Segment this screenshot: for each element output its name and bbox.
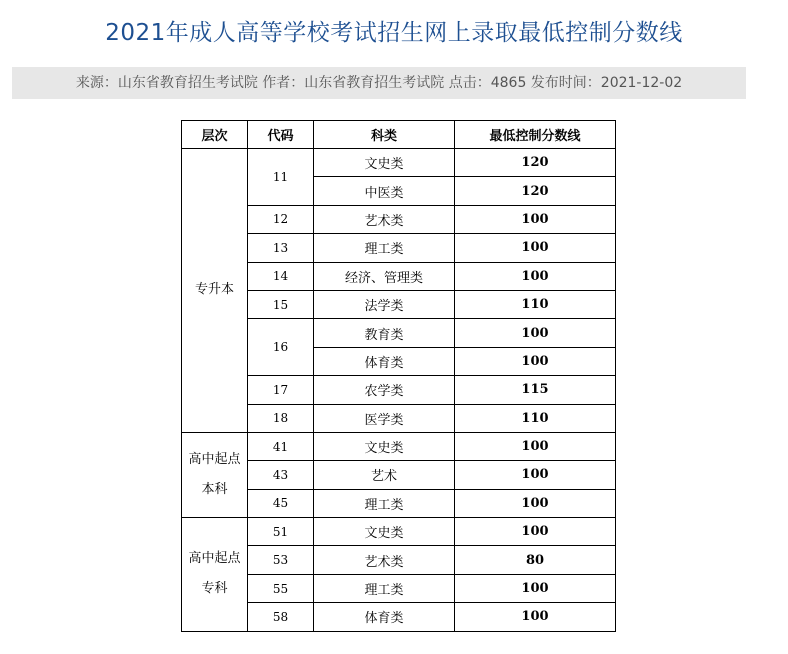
category-cell: 理工类	[314, 234, 455, 262]
min-score-cell: 120	[455, 149, 616, 177]
level-label: 高中起点	[188, 451, 241, 467]
min-score-cell: 100	[455, 234, 616, 262]
min-score-cell: 80	[455, 546, 616, 574]
level-cell	[182, 149, 248, 433]
category-cell: 体育类	[314, 603, 455, 631]
min-score-cell: 100	[455, 489, 616, 517]
min-score-cell: 100	[455, 319, 616, 347]
page-title: 2021年成人高等学校考试招生网上录取最低控制分数线	[105, 20, 683, 46]
table-row	[182, 290, 616, 318]
header-category: 科类	[314, 121, 455, 149]
code-cell: 58	[248, 603, 314, 631]
min-score-cell: 100	[455, 603, 616, 631]
category-cell: 艺术	[314, 461, 455, 489]
header-code: 代码	[248, 121, 314, 149]
min-score-cell: 110	[455, 290, 616, 318]
table-row	[182, 149, 616, 177]
category-cell: 法学类	[314, 290, 455, 318]
level-cell	[182, 432, 248, 517]
table-row	[182, 461, 616, 489]
code-cell: 16	[248, 319, 314, 376]
min-score-cell: 100	[455, 518, 616, 546]
category-cell: 中医类	[314, 177, 455, 205]
category-cell: 医学类	[314, 404, 455, 432]
code-cell: 55	[248, 574, 314, 602]
level-label: 高中起点	[188, 551, 241, 567]
min-score-cell: 100	[455, 262, 616, 290]
table-row	[182, 234, 616, 262]
min-score-cell: 100	[455, 461, 616, 489]
min-score-cell: 100	[455, 205, 616, 233]
category-cell: 教育类	[314, 319, 455, 347]
code-cell: 43	[248, 461, 314, 489]
score-table	[181, 120, 616, 632]
header-level: 层次	[182, 121, 248, 149]
min-score-cell: 110	[455, 404, 616, 432]
level-label: 专科	[201, 581, 228, 597]
category-cell: 理工类	[314, 489, 455, 517]
category-cell: 理工类	[314, 574, 455, 602]
min-score-cell: 100	[455, 432, 616, 460]
code-cell: 53	[248, 546, 314, 574]
level-label: 本科	[201, 481, 228, 497]
code-cell: 12	[248, 205, 314, 233]
table-row	[182, 376, 616, 404]
table-row	[182, 518, 616, 546]
table-row	[182, 262, 616, 290]
code-cell: 15	[248, 290, 314, 318]
category-cell: 文史类	[314, 432, 455, 460]
level-label: 专升本	[194, 282, 234, 298]
min-score-cell: 115	[455, 376, 616, 404]
level-cell	[182, 518, 248, 632]
code-cell: 41	[248, 432, 314, 460]
table-row	[182, 603, 616, 631]
code-cell: 11	[248, 149, 314, 206]
table-row	[182, 205, 616, 233]
category-cell: 文史类	[314, 149, 455, 177]
category-cell: 艺术类	[314, 546, 455, 574]
code-cell: 14	[248, 262, 314, 290]
category-cell: 文史类	[314, 518, 455, 546]
table-row	[182, 432, 616, 460]
table-row	[182, 574, 616, 602]
category-cell: 经济、管理类	[314, 262, 455, 290]
code-cell: 13	[248, 234, 314, 262]
min-score-cell: 100	[455, 347, 616, 375]
table-row	[182, 489, 616, 517]
table-row	[182, 546, 616, 574]
code-cell: 17	[248, 376, 314, 404]
table-row	[182, 404, 616, 432]
article-meta: 来源：山东省教育招生考试院 作者：山东省教育招生考试院 点击：4865 发布时间：2021-12-02	[12, 67, 746, 99]
category-cell: 艺术类	[314, 205, 455, 233]
min-score-cell: 100	[455, 574, 616, 602]
category-cell: 体育类	[314, 347, 455, 375]
code-cell: 18	[248, 404, 314, 432]
table-body	[182, 149, 616, 632]
code-cell: 45	[248, 489, 314, 517]
table-header-row	[182, 121, 616, 149]
header-min-score: 最低控制分数线	[455, 121, 616, 149]
code-cell: 51	[248, 518, 314, 546]
table-row	[182, 319, 616, 347]
min-score-cell: 120	[455, 177, 616, 205]
category-cell: 农学类	[314, 376, 455, 404]
